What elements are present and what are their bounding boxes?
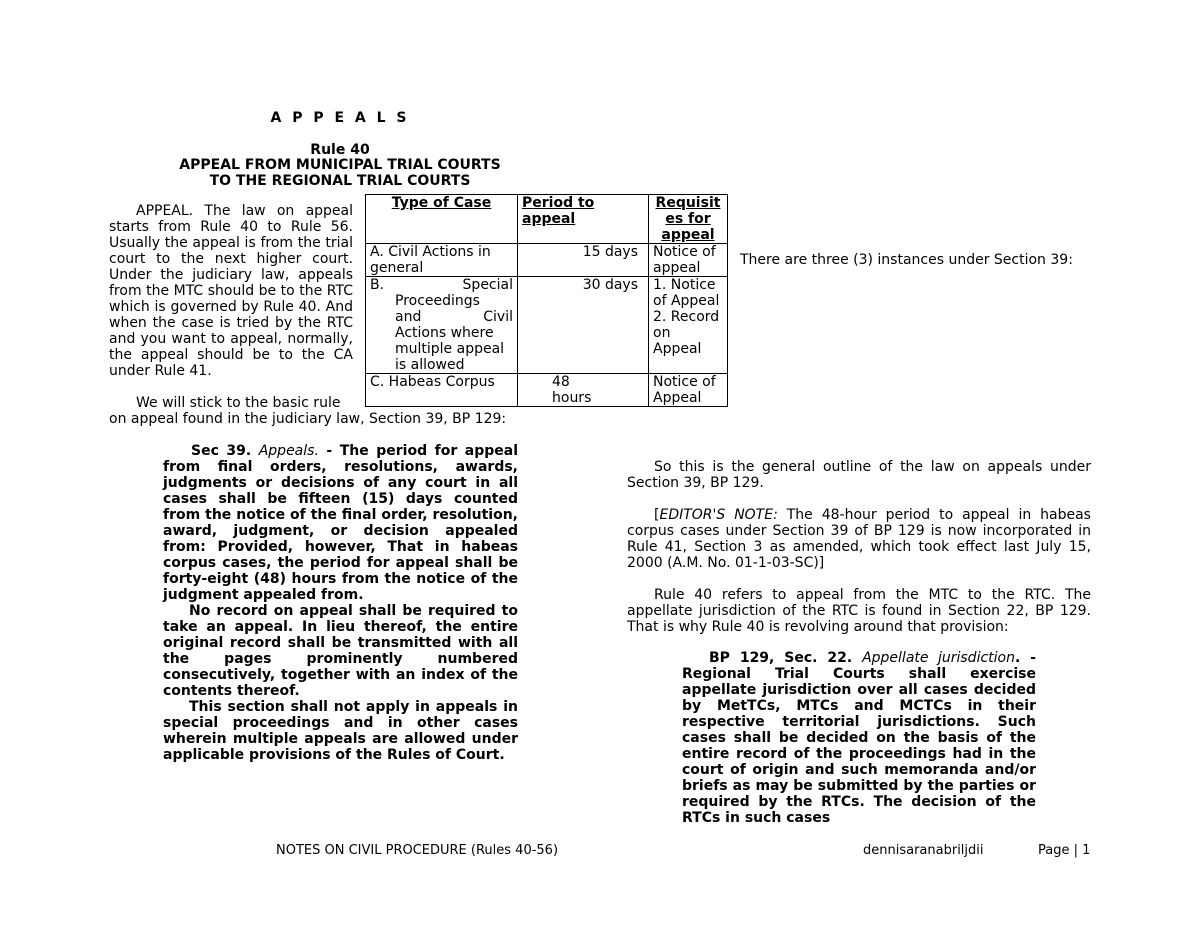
footer-author: dennisaranabriljdii <box>863 843 984 858</box>
row-b-type <box>366 277 518 374</box>
rule-title-line-1: APPEAL FROM MUNICIPAL TRIAL COURTS <box>179 157 501 173</box>
section-22-lead: BP 129, Sec. 22. <box>709 650 853 666</box>
row-b-type-line-6: is allowed <box>395 357 465 373</box>
section-22-heading: Appellate jurisdiction <box>862 650 1015 666</box>
section-39-text-1: - The period for appeal from final orders, resolutions, awards, judgments or decisions of any court in all cases shall be fifteen (15) days counted from the notice of the final order, resolution, award, judgment, or decision appealed from: Provided, however, That in habeas corpus cases, the period for appeal shall be forty-eight (48) hours from the notice of the judgment appealed from. <box>163 443 518 603</box>
rule-number: Rule 40 <box>310 142 370 158</box>
table-row <box>366 374 728 407</box>
row-a-req-line-1: Notice of <box>653 244 716 260</box>
row-a-type-line-2: general <box>370 260 424 276</box>
row-c-req-line-2: Appeal <box>653 390 702 406</box>
outline-paragraph: So this is the general outline of the law on appeals under Section 39, BP 129. <box>627 459 1091 491</box>
header-type-of-case <box>366 195 518 244</box>
header-period-line-1: Period to <box>522 195 595 211</box>
header-requisites <box>649 195 728 244</box>
basic-rule-line-2: on appeal found in the judiciary law, Section 39, BP 129: <box>109 411 507 427</box>
section-39-paragraph-1 <box>163 443 518 603</box>
row-b-special: Special <box>462 277 513 293</box>
editors-note-paragraph <box>627 507 1091 571</box>
appeal-instances-table <box>365 194 728 407</box>
row-b-req-line-1: 1. Notice <box>653 277 716 293</box>
header-type-of-case-text: Type of Case <box>391 195 492 211</box>
section-22-quote <box>682 650 1036 826</box>
row-b-type-line-2: Proceedings <box>395 293 480 309</box>
header-req-line-1: Requisit <box>655 195 721 211</box>
instances-note: There are three (3) instances under Section 39: <box>740 252 1073 268</box>
table-row <box>366 277 728 374</box>
row-c-period-line-1: 48 <box>552 374 570 390</box>
row-c-requisites <box>649 374 728 407</box>
row-a-period: 15 days <box>518 244 649 277</box>
intro-paragraph <box>109 203 353 379</box>
section-39-quote <box>163 443 518 763</box>
row-b-type-line-5: multiple appeal <box>395 341 505 357</box>
row-a-type-line-1: A. Civil Actions in <box>370 244 491 260</box>
header-req-line-2: es for <box>665 211 711 227</box>
row-b-req-line-4: on <box>653 325 671 341</box>
section-22-paragraph <box>682 650 1036 826</box>
row-b-and: and <box>395 309 422 325</box>
row-a-type <box>366 244 518 277</box>
section-39-heading: Appeals. <box>258 443 319 459</box>
table-row <box>366 244 728 277</box>
header-period-to-appeal <box>518 195 649 244</box>
row-c-period <box>518 374 649 407</box>
editors-note-label: EDITOR'S NOTE: <box>659 507 778 523</box>
section-22-dash: . - <box>1014 650 1037 666</box>
row-c-period-line-2: hours <box>552 390 592 406</box>
row-b-requisites <box>649 277 728 374</box>
editors-note-text: The 48-hour period to appeal in habeas corpus cases under Section 39 of BP 129 is now incorporated in Rule 41, Section 3 as amended, which took effect last July 15, 2000 (A.M. No. 01-1-03-SC)] <box>627 507 1091 571</box>
row-b-letter: B. <box>370 277 385 293</box>
section-22-body: Regional Trial Courts shall exercise appellate jurisdiction over all cases decided by MetTCs, MTCs and MCTCs in their respective territorial jurisdictions. Such cases shall be decided on the basis of the entire record of the proceedings had in the court of origin and such memoranda and/or briefs as may be submitted by the parties or required by the RTCs. The decision of the RTCs in such cases <box>682 666 1036 826</box>
row-b-type-line-4: Actions where <box>395 325 494 341</box>
intro-text: APPEAL. The law on appeal starts from Rule 40 to Rule 56. Usually the appeal is from the trial court to the next higher court. Under the judiciary law, appeals from the MTC should be to the RTC which is governed by Rule 40. And when the case is tried by the RTC and you want to appeal, normally, the appeal should be to the CA under Rule 41. <box>109 203 353 379</box>
section-39-lead: Sec 39. <box>191 443 252 459</box>
row-b-req-line-3: 2. Record <box>653 309 720 325</box>
rule-40-paragraph: Rule 40 refers to appeal from the MTC to the RTC. The appellate jurisdiction of the RTC is found in Section 22, BP 129. That is why Rule 40 is revolving around that provision: <box>627 587 1091 635</box>
row-b-period: 30 days <box>518 277 649 374</box>
row-c-type: C. Habeas Corpus <box>366 374 518 407</box>
row-b-req-line-2: of Appeal <box>653 293 720 309</box>
section-39-paragraph-2: No record on appeal shall be required to take an appeal. In lieu thereof, the entire original record shall be transmitted with all the pages prominently numbered consecutively, together with an index of the contents thereof. <box>163 603 518 699</box>
row-c-req-line-1: Notice of <box>653 374 716 390</box>
row-b-civil: Civil <box>483 309 513 325</box>
document-title: A P P E A L S <box>270 110 410 126</box>
section-39-paragraph-3: This section shall not apply in appeals in special proceedings and in other cases wherein multiple appeals are allowed under applicable provisions of the Rules of Court. <box>163 699 518 763</box>
row-b-req-line-5: Appeal <box>653 341 702 357</box>
table-header-row <box>366 195 728 244</box>
row-b-type-line-3 <box>370 309 513 325</box>
row-b-type-line-1 <box>370 277 513 293</box>
basic-rule-line-1: We will stick to the basic rule <box>136 395 341 411</box>
editors-note-open: [ <box>654 507 660 523</box>
header-req-line-3: appeal <box>661 227 715 243</box>
right-column-notes <box>627 459 1091 651</box>
row-a-req-line-2: appeal <box>653 260 701 276</box>
footer-title: NOTES ON CIVIL PROCEDURE (Rules 40-56) <box>276 843 559 858</box>
header-period-line-2: appeal <box>522 211 576 227</box>
rule-title-line-2: TO THE REGIONAL TRIAL COURTS <box>209 173 471 189</box>
footer-page-number: Page | 1 <box>1038 843 1091 858</box>
row-a-requisites <box>649 244 728 277</box>
